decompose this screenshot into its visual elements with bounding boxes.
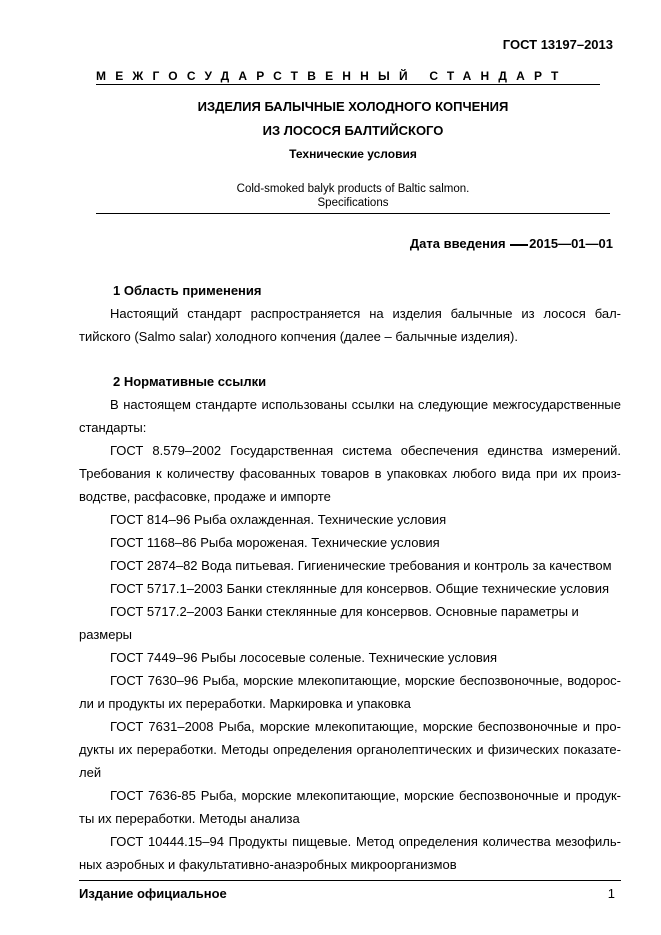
title-line-1: ИЗДЕЛИЯ БАЛЫЧНЫЕ ХОЛОДНОГО КОПЧЕНИЯ — [197, 99, 509, 114]
reference-line: дукты их переработки. Методы определения органолептических и физических показате- — [79, 742, 621, 757]
title-subtitle: Технические условия — [289, 147, 417, 161]
reference-line: ГОСТ 10444.15–94 Продукты пищевые. Метод определения количества мезофиль- — [110, 834, 621, 849]
introduction-date — [410, 236, 613, 251]
reference-line: водстве, расфасовке, продаже и импорте — [79, 489, 331, 504]
footer-divider — [79, 880, 621, 881]
reference-line: ГОСТ 5717.2–2003 Банки стеклянные для консервов. Основные параметры и — [110, 604, 579, 619]
reference-line: ГОСТ 7630–96 Рыба, морские млекопитающие, морские беспозвоночные, водорос- — [110, 673, 621, 688]
paragraph-line: тийского (Salmo salar) холодного копчения (далее – балычные изделия). — [79, 329, 518, 344]
reference-line: лей — [79, 765, 102, 780]
section-1-heading: 1 Область применения — [113, 283, 262, 298]
reference-line: ГОСТ 7449–96 Рыбы лососевые соленые. Технические условия — [110, 650, 498, 665]
date-label: Дата введения — [409, 236, 506, 251]
date-value: 2015—01—01 — [529, 236, 613, 251]
reference-line: ГОСТ 814–96 Рыба охлажденная. Технические условия — [110, 512, 447, 527]
standard-type-heading: МЕЖГОСУДАРСТВЕННЫЙ СТАНДАРТ — [96, 69, 600, 85]
reference-line: ГОСТ 2874–82 Вода питьевая. Гигиенические требования и контроль за качеством — [110, 558, 612, 573]
section-1-body — [79, 302, 621, 348]
document-code: ГОСТ 13197–2013 — [502, 37, 613, 52]
page-number: 1 — [607, 886, 615, 901]
section-2-heading: 2 Нормативные ссылки — [113, 374, 267, 389]
section-2-body — [79, 393, 621, 876]
reference-line: ты их переработки. Методы анализа — [79, 811, 300, 826]
reference-line: ГОСТ 7631–2008 Рыба, морские млекопитающие, морские беспозвоночные и про- — [110, 719, 621, 734]
reference-line: размеры — [79, 627, 133, 642]
english-title-line-1: Cold-smoked balyk products of Baltic salmon. — [236, 183, 470, 195]
edition-label: Издание официальное — [79, 886, 227, 901]
paragraph-line: В настоящем стандарте использованы ссылки на следующие межгосударственные — [110, 397, 621, 412]
english-title-line-2: Specifications — [317, 197, 389, 209]
title-line-2: ИЗ ЛОСОСЯ БАЛТИЙСКОГО — [262, 123, 444, 138]
title-divider — [96, 213, 610, 214]
reference-line: ГОСТ 8.579–2002 Государственная система обеспечения единства измерений. — [110, 443, 621, 458]
reference-line: ли и продукты их переработки. Маркировка и упаковка — [79, 696, 411, 711]
paragraph-line: стандарты: — [79, 420, 147, 435]
reference-line: ГОСТ 1168–86 Рыба мороженая. Технические условия — [110, 535, 440, 550]
paragraph-line: Настоящий стандарт распространяется на изделия балычные из лосося бал- — [110, 306, 621, 321]
reference-line: ных аэробных и факультативно-анаэробных микроорганизмов — [79, 857, 457, 872]
reference-line: ГОСТ 5717.1–2003 Банки стеклянные для консервов. Общие технические условия — [110, 581, 610, 596]
reference-line: ГОСТ 7636-85 Рыба, морские млекопитающие, морские беспозвоночные и продук- — [110, 788, 621, 803]
date-dash — [510, 244, 528, 246]
reference-line: Требования к количеству фасованных товаров в упаковках любого вида при их произ- — [79, 466, 621, 481]
